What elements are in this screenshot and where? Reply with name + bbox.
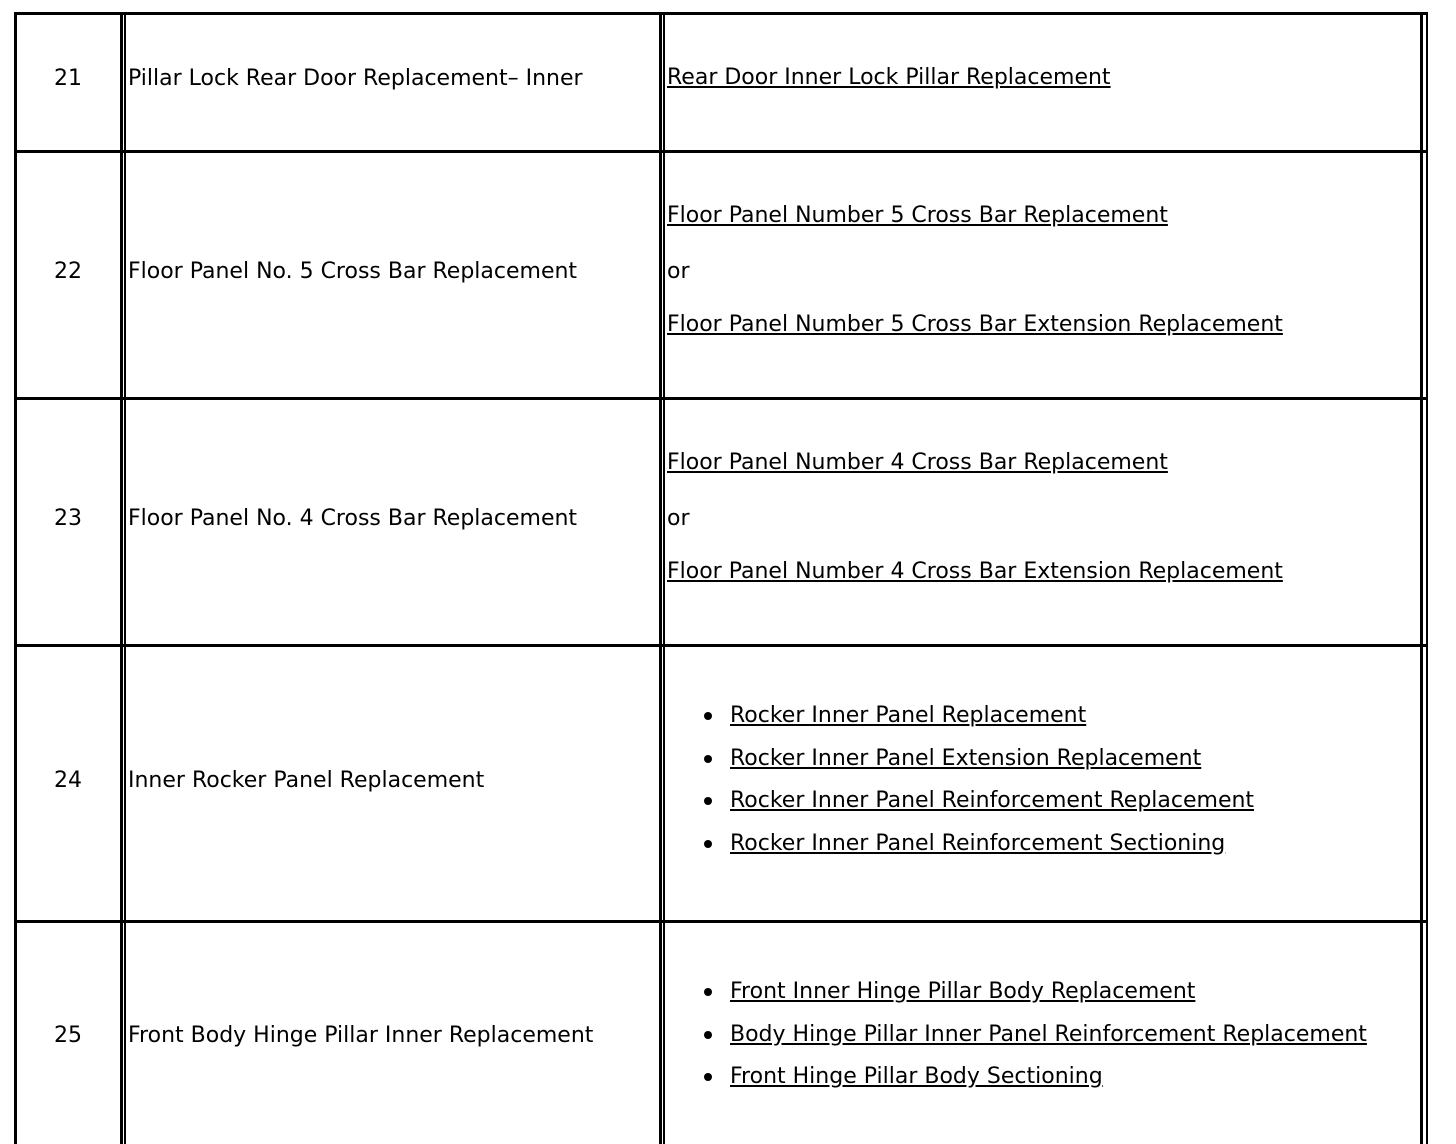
list-item	[700, 787, 1254, 830]
bullet-icon	[704, 1073, 712, 1081]
procedure-link[interactable]: Floor Panel Number 5 Cross Bar Extension Replacement	[667, 312, 1283, 337]
list-item	[700, 1021, 1367, 1064]
bullet-icon	[704, 1031, 712, 1039]
procedure-link[interactable]: Front Inner Hinge Pillar Body Replacement	[730, 979, 1196, 1004]
procedure-link[interactable]: Floor Panel Number 5 Cross Bar Replacement	[667, 203, 1168, 228]
procedure-link[interactable]: Body Hinge Pillar Inner Panel Reinforcement Replacement	[730, 1021, 1367, 1047]
row-number: 24	[54, 768, 82, 793]
row-divider	[14, 644, 1428, 647]
procedure-link[interactable]: Rear Door Inner Lock Pillar Replacement	[667, 65, 1111, 90]
bullet-icon	[704, 755, 712, 763]
procedure-link-list	[700, 702, 1254, 872]
procedure-link[interactable]: Rocker Inner Panel Reinforcement Replacement	[730, 788, 1255, 813]
procedure-link[interactable]: Rocker Inner Panel Reinforcement Sectioning	[730, 830, 1226, 856]
row-description: Floor Panel No. 4 Cross Bar Replacement	[128, 506, 578, 531]
bullet-icon	[704, 988, 712, 996]
table-border-col2b	[663, 12, 665, 1144]
row-number: 21	[54, 66, 82, 91]
or-separator: or	[667, 506, 690, 531]
bullet-icon	[704, 840, 712, 848]
table-border-col1	[120, 12, 123, 1144]
table-border-top	[14, 12, 1428, 15]
row-number: 25	[54, 1023, 82, 1048]
table-border-left	[14, 12, 17, 1144]
row-number: 23	[54, 506, 82, 531]
row-description: Inner Rocker Panel Replacement	[128, 768, 485, 793]
table-border-right	[1420, 12, 1423, 1144]
procedure-link[interactable]: Front Hinge Pillar Body Sectioning	[730, 1064, 1103, 1089]
row-description: Pillar Lock Rear Door Replacement– Inner	[128, 66, 583, 91]
row-description: Front Body Hinge Pillar Inner Replacement	[128, 1023, 594, 1048]
table-border-col2	[659, 12, 662, 1144]
procedure-link-list	[700, 978, 1367, 1106]
bullet-icon	[704, 797, 712, 805]
or-separator: or	[667, 259, 690, 284]
list-item	[700, 702, 1254, 745]
row-divider	[14, 150, 1428, 153]
list-item	[700, 745, 1254, 788]
list-item	[700, 830, 1254, 873]
bullet-icon	[704, 712, 712, 720]
procedure-link[interactable]: Floor Panel Number 4 Cross Bar Replacement	[667, 450, 1168, 475]
procedure-link[interactable]: Floor Panel Number 4 Cross Bar Extension Replacement	[667, 559, 1283, 584]
procedure-link[interactable]: Rocker Inner Panel Extension Replacement	[730, 745, 1202, 771]
procedure-link[interactable]: Rocker Inner Panel Replacement	[730, 703, 1087, 728]
list-item	[700, 978, 1367, 1021]
table-border-col1b	[124, 12, 126, 1144]
row-divider	[14, 397, 1428, 400]
row-number: 22	[54, 259, 82, 284]
row-description: Floor Panel No. 5 Cross Bar Replacement	[128, 259, 578, 284]
list-item	[700, 1063, 1367, 1106]
table-border-right-outer	[1426, 12, 1428, 1144]
row-divider	[14, 920, 1428, 923]
